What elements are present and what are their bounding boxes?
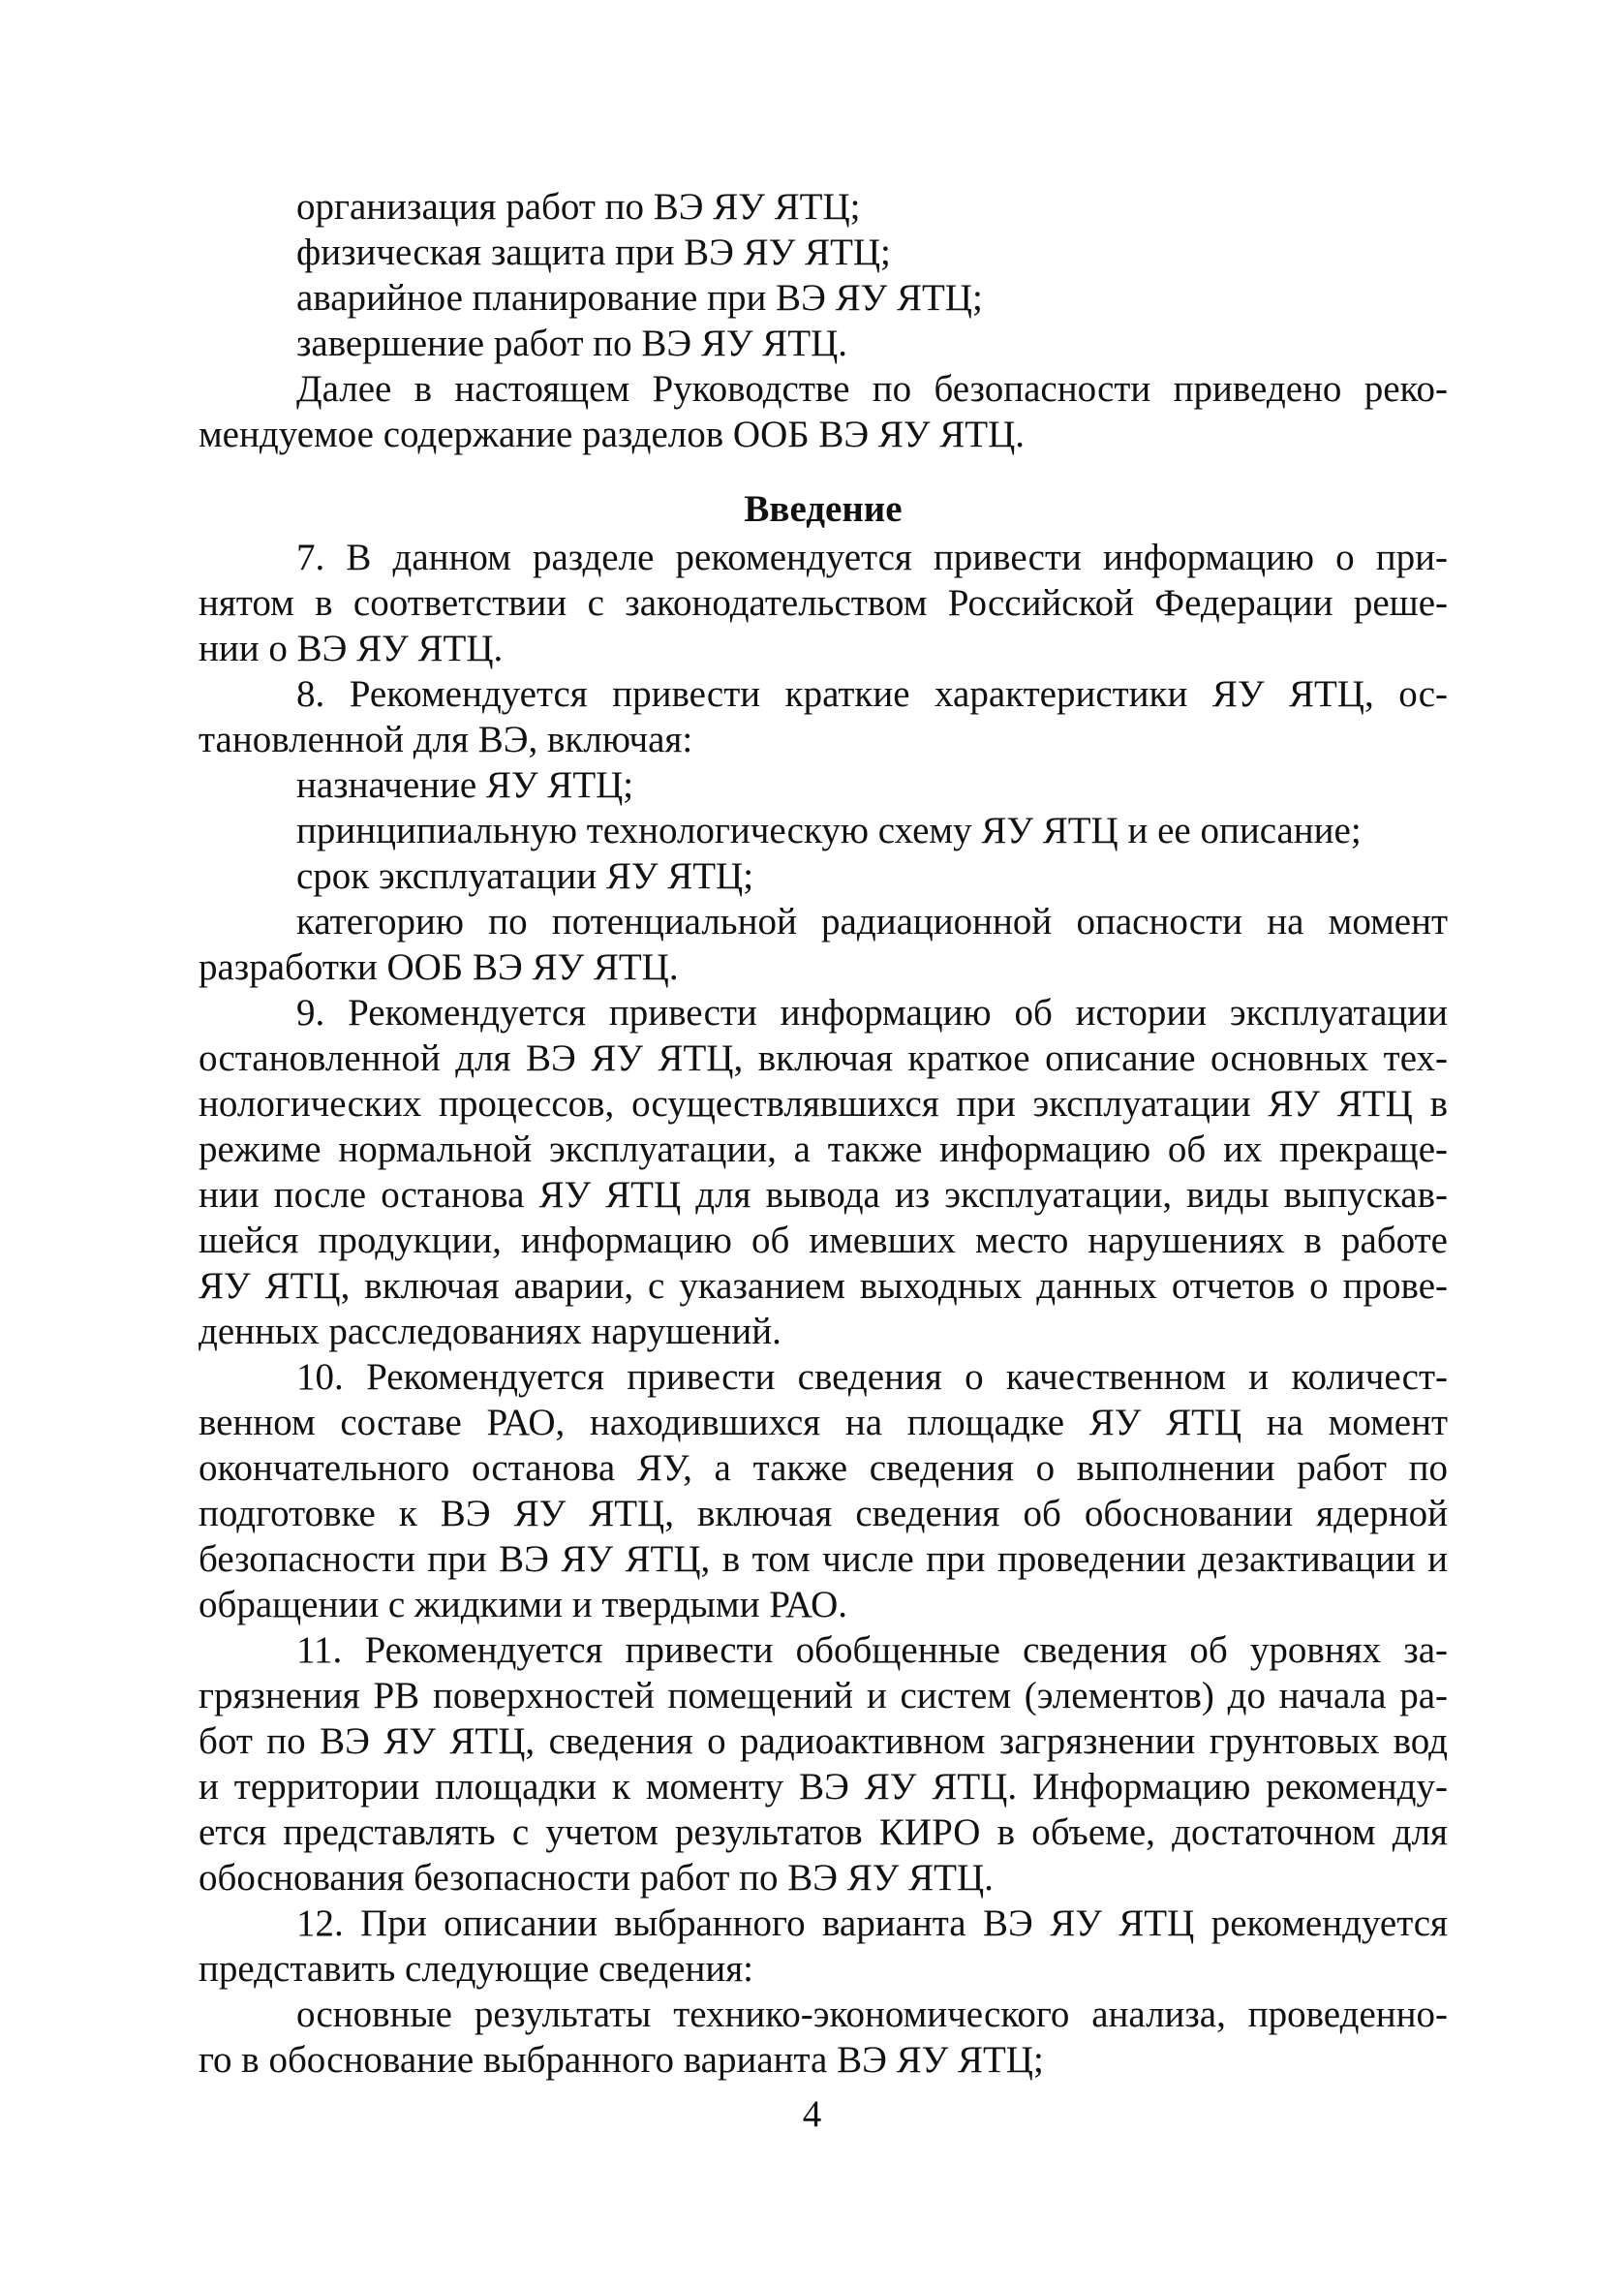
text-line: категорию по потенциальной радиационной опасности на момент: [296, 901, 1448, 943]
text-line: 9. Рекомендуется привести информацию об истории эксплуатации: [296, 992, 1448, 1034]
text-line: организация работ по ВЭ ЯУ ЯТЦ;: [296, 186, 861, 228]
text-line: окончательного останова ЯУ, а также сведения о выполнении работ по: [199, 1447, 1448, 1489]
text-line: тановленной для ВЭ, включая:: [199, 719, 693, 760]
text-line: принципиальную технологическую схему ЯУ ЯТЦ и ее описание;: [296, 810, 1362, 851]
text-line: безопасности при ВЭ ЯУ ЯТЦ, в том числе при проведении дезактивации и: [199, 1538, 1448, 1580]
text-line: аварийное планирование при ВЭ ЯУ ЯТЦ;: [296, 277, 983, 319]
text-line: срок эксплуатации ЯУ ЯТЦ;: [296, 855, 754, 897]
section-heading: Введение: [744, 488, 903, 530]
text-line: и территории площадки к моменту ВЭ ЯУ ЯТЦ. Информацию рекоменду-: [199, 1766, 1448, 1808]
text-line: разработки ООБ ВЭ ЯУ ЯТЦ.: [199, 946, 679, 988]
text-line: представить следующие сведения:: [199, 1948, 753, 1990]
text-line: остановленной для ВЭ ЯУ ЯТЦ, включая краткое описание основных тех-: [199, 1037, 1448, 1079]
text-line: го в обоснование выбранного варианта ВЭ ЯУ ЯТЦ;: [199, 2039, 1044, 2081]
text-line: нии после останова ЯУ ЯТЦ для вывода из эксплуатации, виды выпускав-: [199, 1174, 1448, 1216]
text-line: подготовке к ВЭ ЯУ ЯТЦ, включая сведения об обосновании ядерной: [199, 1493, 1448, 1534]
text-line: Далее в настоящем Руководстве по безопасности приведено реко-: [296, 368, 1448, 410]
text-line: физическая защита при ВЭ ЯУ ЯТЦ;: [296, 232, 891, 273]
text-line: ется представлять с учетом результатов КИРО в объеме, достаточном для: [199, 1811, 1448, 1853]
text-line: режиме нормальной эксплуатации, а также информацию об их прекраще-: [199, 1129, 1448, 1170]
text-line: шейся продукции, информацию об имевших место нарушениях в работе: [199, 1220, 1448, 1261]
text-line: 8. Рекомендуется привести краткие характеристики ЯУ ЯТЦ, ос-: [296, 673, 1448, 715]
text-line: обращении с жидкими и твердыми РАО.: [199, 1584, 848, 1625]
page-number: 4: [802, 2093, 822, 2135]
text-line: 11. Рекомендуется привести обобщенные сведения об уровнях за-: [296, 1629, 1448, 1671]
text-line: 10. Рекомендуется привести сведения о качественном и количест-: [296, 1356, 1448, 1398]
text-line: венном составе РАО, находившихся на площадке ЯУ ЯТЦ на момент: [199, 1402, 1448, 1443]
text-line: 7. В данном разделе рекомендуется привести информацию о при-: [296, 537, 1448, 578]
text-line: мендуемое содержание разделов ООБ ВЭ ЯУ ЯТЦ.: [199, 414, 1026, 455]
text-line: грязнения РВ поверхностей помещений и систем (элементов) до начала ра-: [199, 1675, 1448, 1716]
text-line: завершение работ по ВЭ ЯУ ЯТЦ.: [296, 323, 848, 364]
text-line: назначение ЯУ ЯТЦ;: [296, 764, 634, 806]
text-line: нии о ВЭ ЯУ ЯТЦ.: [199, 628, 504, 669]
text-line: денных расследованиях нарушений.: [199, 1311, 781, 1352]
text-line: нологических процессов, осуществлявшихся при эксплуатации ЯУ ЯТЦ в: [199, 1083, 1448, 1125]
text-line: нятом в соответствии с законодательством Российской Федерации реше-: [199, 582, 1448, 624]
text-line: обоснования безопасности работ по ВЭ ЯУ ЯТЦ.: [199, 1857, 994, 1899]
document-body: [199, 184, 1448, 2083]
text-line: бот по ВЭ ЯУ ЯТЦ, сведения о радиоактивном загрязнении грунтовых вод: [199, 1720, 1448, 1762]
text-line: ЯУ ЯТЦ, включая аварии, с указанием выходных данных отчетов о прове-: [199, 1265, 1448, 1307]
text-line: основные результаты технико-экономического анализа, проведенно-: [296, 1994, 1448, 2035]
text-line: 12. При описании выбранного варианта ВЭ ЯУ ЯТЦ рекомендуется: [296, 1902, 1448, 1944]
